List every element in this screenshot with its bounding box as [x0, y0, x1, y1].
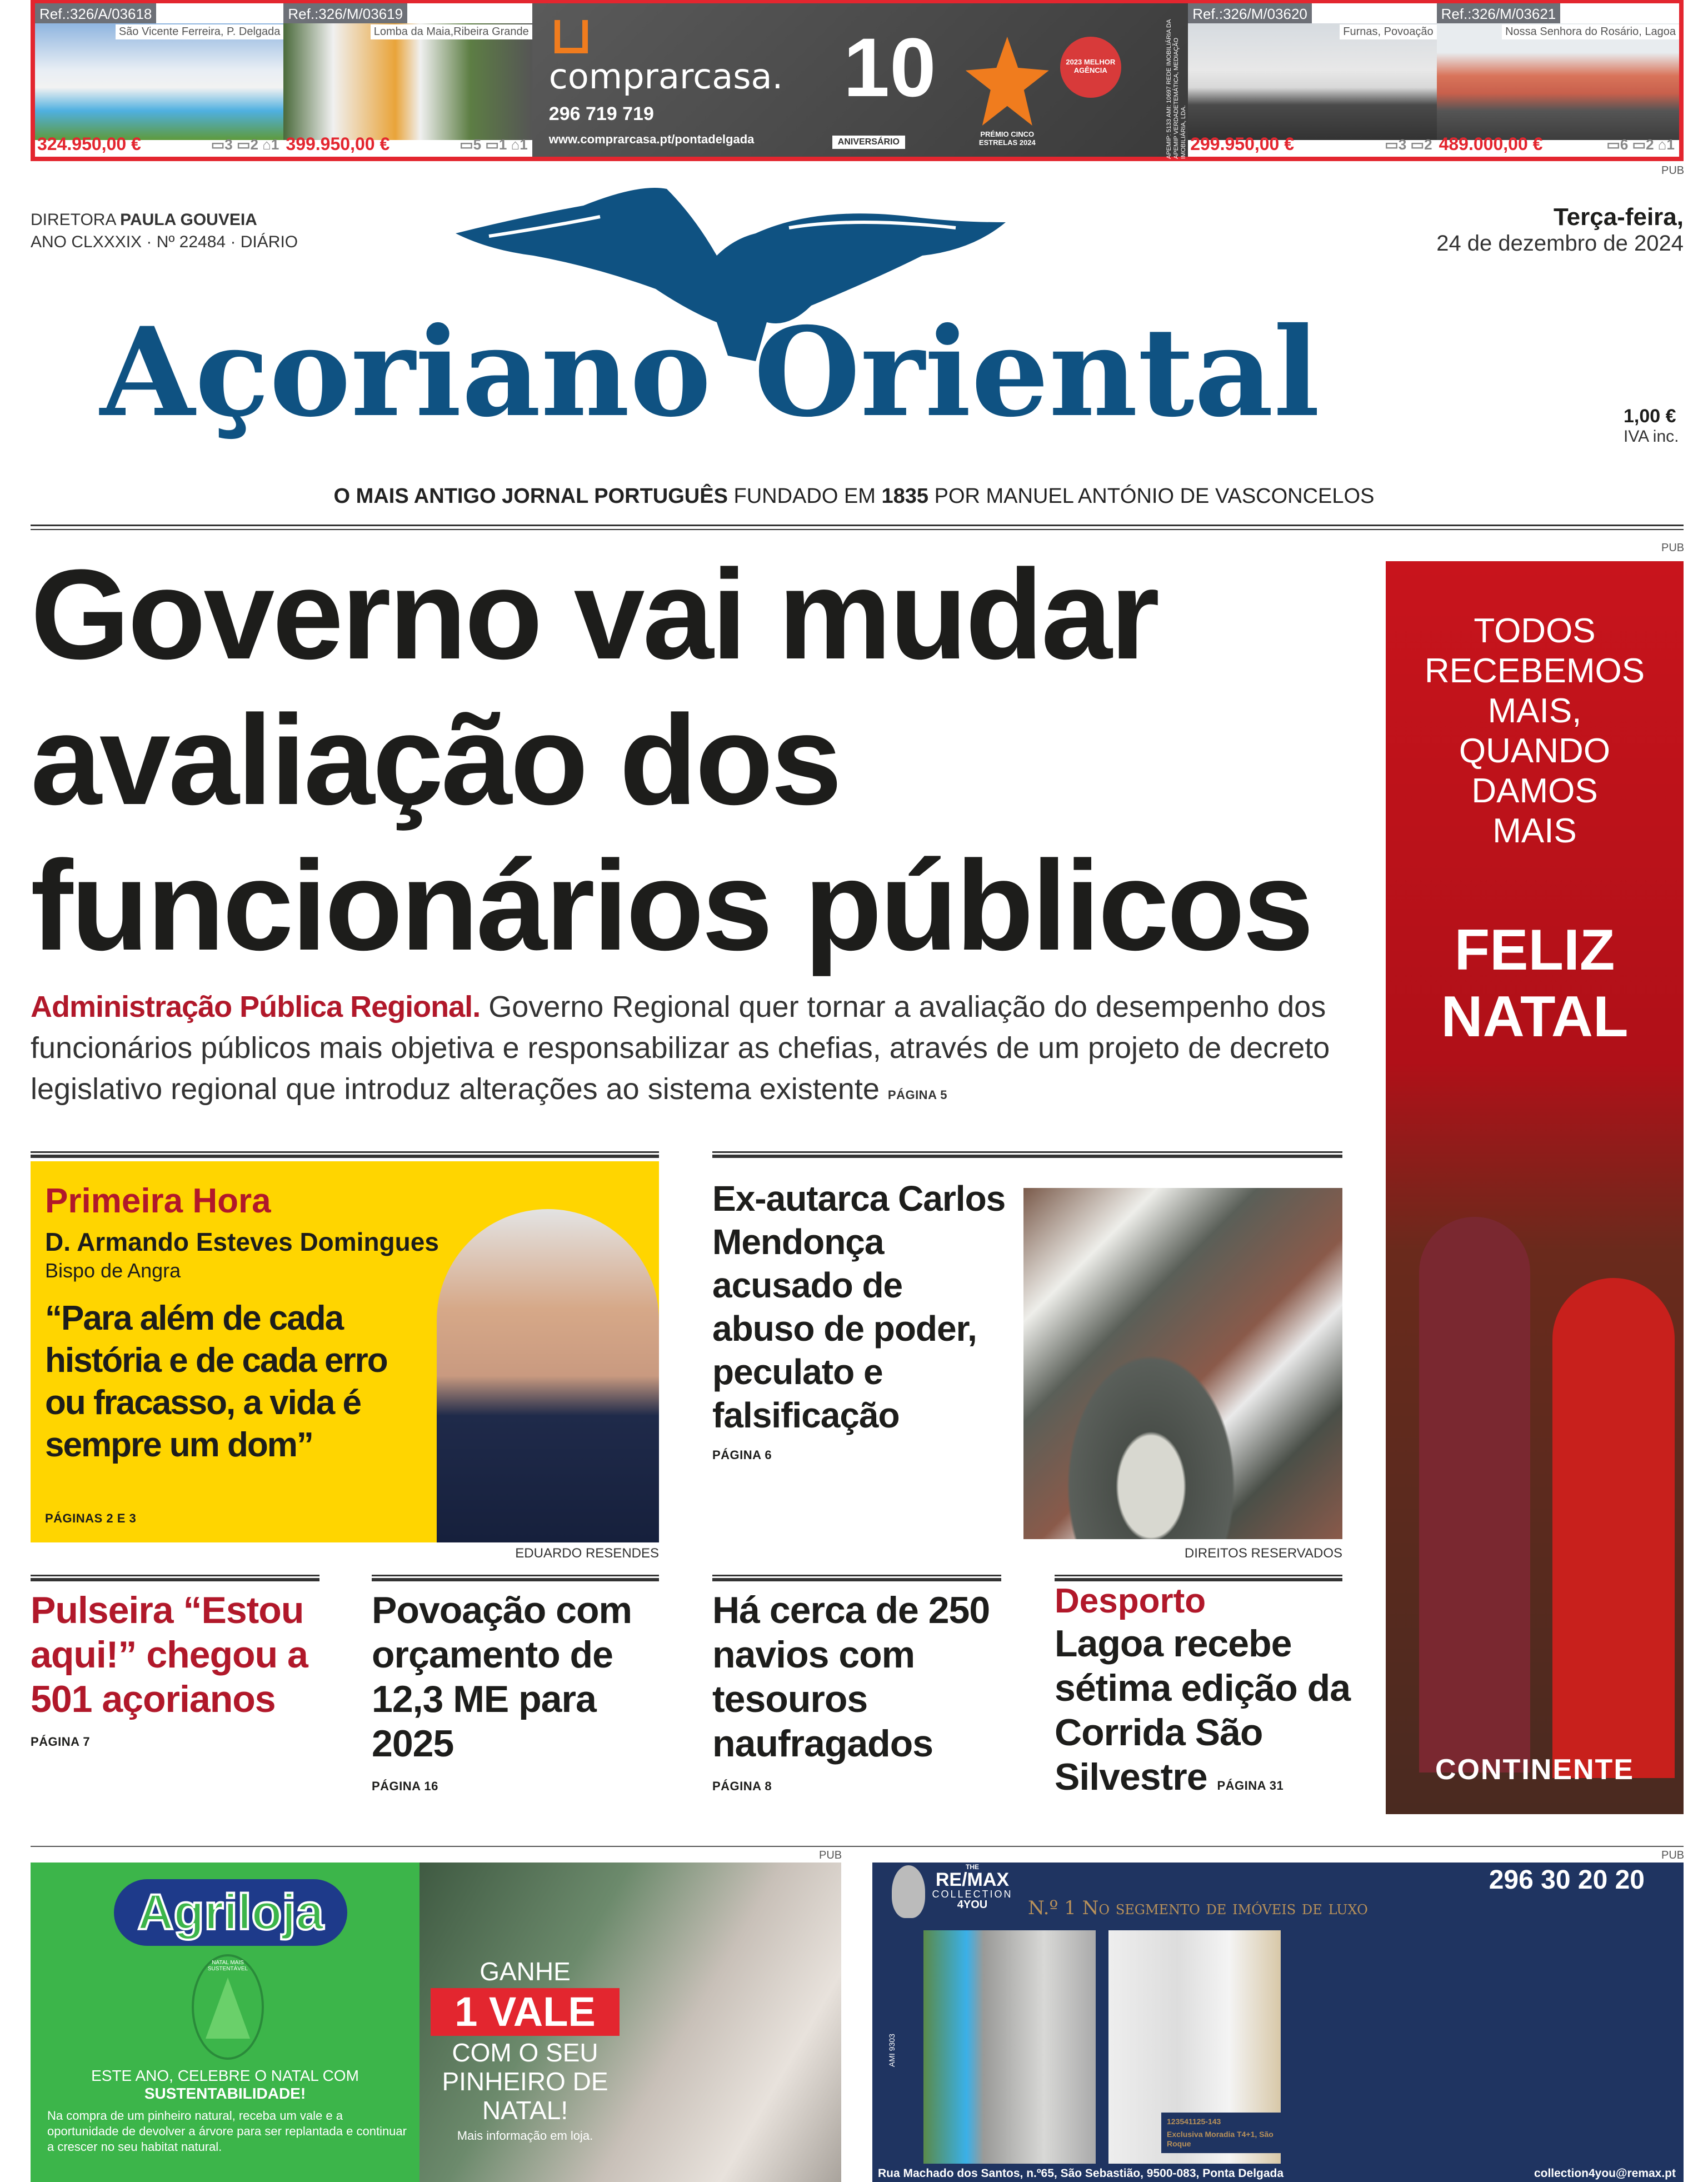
ad-tagline: ESTE ANO, CELEBRE O NATAL COM — [91, 2067, 359, 2084]
ad-slogan-line: TODOS — [1474, 612, 1596, 650]
property-photo — [923, 1930, 1096, 2164]
masthead-rule — [31, 525, 1684, 530]
balloon-logo-icon — [892, 1865, 925, 1918]
lead-kicker: Administração Pública Regional. — [31, 990, 481, 1023]
portrait-photo — [437, 1209, 659, 1542]
ad-tagline-bold: SUSTENTABILIDADE! — [144, 2085, 306, 2102]
primeira-hora-box[interactable] — [31, 1161, 659, 1542]
section-rule — [372, 1575, 659, 1581]
page-ref: PÁGINA 16 — [372, 1779, 438, 1793]
interviewee-role: Bispo de Angra — [45, 1259, 181, 1282]
tagline-bold: O MAIS ANTIGO JORNAL PORTUGUÊS — [333, 485, 728, 508]
weekday: Terça-feira, — [1554, 203, 1684, 231]
property-location: São Vicente Ferreira, P. Delgada — [116, 24, 284, 39]
footer-rule — [31, 1846, 1684, 1847]
lead-body: Governo Regional quer tornar a avaliação do desempenho dos funcionários públicos mais objetiva e responsabilizar as chefias, através de um projeto de decreto legislativo regional que introduz alterações ao sistema existente — [31, 990, 1330, 1106]
continente-logo: CONTINENTE — [1435, 1754, 1634, 1786]
agriloja-logo: Agriloja — [114, 1879, 347, 1946]
headline-line: avaliação dos — [31, 688, 840, 831]
anniversary-number: 10 — [843, 21, 936, 114]
offer-highlight: 1 VALE — [431, 1988, 620, 2036]
aerial-photo — [1023, 1188, 1342, 1539]
ad-legal-text: APEMIP: 5133 AMI: 10697 REDE IMOBILIÁRIA DA APEMIP VERDADETEMÁTICA, MEDIAÇÃO IMOBILIÁRIA, LDA. — [1165, 19, 1187, 159]
director-name: PAULA GOUVEIA — [120, 211, 257, 229]
issue-date — [1436, 203, 1684, 256]
brief-story[interactable] — [31, 1588, 342, 1749]
property-features: ▭5 ▭1 ⌂1 — [460, 136, 528, 153]
ad-person-photo — [1419, 1217, 1530, 1772]
comprarcasa-brand-panel — [532, 3, 1188, 157]
property-listing[interactable] — [1437, 3, 1679, 157]
property-listing[interactable] — [1188, 3, 1436, 157]
property-features: ▭6 ▭2 ⌂1 — [1606, 136, 1675, 153]
property-ref: Ref.:326/M/03619 — [283, 3, 407, 23]
property-location: Furnas, Povoação — [1340, 24, 1436, 39]
ad-greeting: FELIZ NATAL — [1441, 918, 1629, 1049]
property-photo — [1188, 23, 1436, 140]
property-ref: Ref.:326/M/03620 — [1188, 3, 1312, 23]
offer-text: GANHE — [480, 1957, 571, 1986]
cover-price — [1624, 406, 1679, 446]
story-headline: Povoação com orçamento de 12,3 ME para 2025 — [372, 1589, 632, 1765]
agriloja-ad[interactable] — [31, 1863, 841, 2182]
tagline-text: FUNDADO EM — [727, 485, 882, 508]
offer-note: Mais informação em loja. — [457, 2129, 593, 2143]
comprarcasa-logo: comprarcasa. — [548, 56, 783, 97]
property-listing[interactable] — [283, 3, 532, 157]
photo-credit: EDUARDO RESENDES — [515, 1546, 659, 1561]
brand-4you: 4YOU — [957, 1899, 988, 1911]
lead-headline[interactable] — [31, 542, 1312, 978]
property-photo — [35, 23, 283, 140]
ad-email[interactable]: collection4you@remax.pt — [1534, 2167, 1676, 2180]
house-logo-icon — [555, 20, 588, 53]
ad-slogan-line: DAMOS — [1471, 772, 1598, 810]
page-ref: PÁGINAS 2 E 3 — [45, 1511, 137, 1525]
award-star-text: PRÉMIO CINCO ESTRELAS 2024 — [978, 130, 1036, 147]
section-rule — [1055, 1575, 1342, 1581]
price-value: 1,00 € — [1624, 406, 1676, 427]
section-rule — [712, 1151, 1342, 1158]
section-label: Desporto — [1055, 1582, 1206, 1620]
story-headline: Pulseira “Estou aqui!” chegou a 501 açorianos — [31, 1589, 308, 1720]
page-ref: PÁGINA 31 — [1217, 1779, 1284, 1792]
property-price: 489.000,00 € — [1439, 134, 1543, 154]
property-ref: Ref.:326/A/03618 — [35, 3, 156, 23]
tagline-year: 1835 — [881, 485, 929, 508]
brief-story[interactable] — [372, 1588, 683, 1794]
ad-slogan-line: MAIS, — [1487, 692, 1582, 730]
section-rule — [31, 1151, 659, 1158]
pub-label: PUB — [1661, 164, 1685, 177]
pub-label: PUB — [1661, 1849, 1685, 1861]
sustainable-seal-icon — [192, 1954, 264, 2060]
property-photo — [283, 23, 532, 140]
section-label: Primeira Hora — [45, 1182, 271, 1220]
date: 24 de dezembro de 2024 — [1436, 231, 1684, 256]
section-rule — [31, 1575, 319, 1581]
newspaper-title-logo: Açoriano Oriental — [100, 300, 1320, 444]
property-location: Nossa Senhora do Rosário, Lagoa — [1502, 24, 1679, 39]
headline-line: Governo vai mudar — [31, 543, 1158, 686]
ad-address: Rua Machado dos Santos, n.º65, São Sebastião, 9500-083, Ponta Delgada — [878, 2167, 1284, 2180]
ex-autarca-story[interactable] — [712, 1177, 1012, 1462]
offer-text: COM O SEU PINHEIRO DE NATAL! — [442, 2038, 608, 2125]
ad-body: Na compra de um pinheiro natural, receba um vale e a oportunidade de devolver a árvore para ser replantada e continuar a crescer no seu habitat natural. — [47, 2109, 407, 2154]
ad-slogan-line: RECEBEMOS — [1424, 652, 1645, 690]
director-label: DIRETORA — [31, 211, 116, 229]
ad-photo — [419, 1863, 841, 2182]
ad-slogan — [1386, 611, 1684, 851]
page-ref: PÁGINA 5 — [887, 1088, 947, 1102]
headline-line: funcionários públicos — [31, 834, 1312, 977]
story-headline: Há cerca de 250 navios com tesouros naufragados — [712, 1589, 990, 1765]
lead-summary — [31, 986, 1364, 1116]
ami-number: AMI 9303 — [887, 2034, 896, 2067]
page-ref: PÁGINA 7 — [31, 1735, 91, 1749]
brief-story[interactable] — [712, 1588, 1023, 1794]
photo-credit: DIREITOS RESERVADOS — [1184, 1546, 1342, 1561]
property-location: Lomba da Maia,Ribeira Grande — [371, 24, 532, 39]
brand-the: THE — [966, 1863, 979, 1871]
brand-collection: COLLECTION — [932, 1889, 1013, 1900]
property-ref: Ref.:326/M/03621 — [1437, 3, 1561, 23]
story-headline: Lagoa recebe sétima edição da Corrida São Silvestre — [1055, 1622, 1351, 1798]
anniversary-label: ANIVERSÁRIO — [832, 136, 905, 149]
property-listing[interactable] — [35, 3, 283, 157]
edition-info: ANO CLXXXIX · Nº 22484 · DIÁRIO — [31, 233, 298, 251]
remax-ad[interactable] — [872, 1863, 1684, 2182]
ad-phone: 296 719 719 — [548, 103, 654, 124]
masthead-tagline — [0, 485, 1708, 508]
brief-story[interactable] — [1055, 1581, 1366, 1808]
ad-url[interactable]: www.comprarcasa.pt/pontadelgada — [548, 132, 755, 146]
listing-id: 123541125-143 — [1167, 2117, 1221, 2126]
comprarcasa-banner-ad[interactable] — [31, 0, 1684, 161]
property-features: ▭3 ▭2 ⌂1 — [211, 136, 279, 153]
seal-text: NATAL MAIS SUSTENTÁVEL — [207, 1960, 248, 1972]
story-headline: Ex-autarca Carlos Mendonça acusado de abuso de poder, peculato e falsificação — [712, 1179, 1006, 1435]
tagline-text: POR MANUEL ANTÓNIO DE VASCONCELOS — [928, 485, 1375, 508]
ad-slogan-line: QUANDO — [1459, 732, 1611, 770]
ad-phone: 296 30 20 20 — [1489, 1865, 1645, 1895]
interviewee-name: D. Armando Esteves Domingues — [45, 1227, 439, 1256]
award-star-badge — [966, 37, 1049, 126]
pub-label: PUB — [819, 1849, 842, 1861]
masthead-meta — [31, 209, 298, 253]
listing-description: Exclusiva Moradia T4+1, São Roque — [1167, 2130, 1273, 2148]
property-features: ▭3 ▭2 — [1385, 136, 1432, 153]
ad-person-photo — [1552, 1278, 1675, 1778]
section-rule — [712, 1575, 1001, 1581]
remax-logo: RE/MAX — [935, 1869, 1010, 1890]
property-price: 399.950,00 € — [286, 134, 390, 154]
award-circle-badge: 2023 MELHOR AGÊNCIA — [1060, 37, 1121, 98]
ad-slogan-line: MAIS — [1492, 812, 1577, 850]
pub-label: PUB — [1661, 542, 1685, 554]
price-note: IVA inc. — [1624, 427, 1679, 446]
ad-slogan: N.º 1 No segmento de imóveis de luxo — [1028, 1897, 1368, 1919]
continente-ad[interactable] — [1386, 561, 1684, 1814]
property-price: 299.950,00 € — [1190, 134, 1295, 154]
page-ref: PÁGINA 8 — [712, 1779, 772, 1793]
property-photo — [1437, 23, 1679, 140]
property-price: 324.950,00 € — [37, 134, 141, 154]
quote: “Para além de cada história e de cada erro ou fracasso, a vida é sempre um dom” — [45, 1299, 387, 1464]
page-ref: PÁGINA 6 — [712, 1448, 772, 1462]
